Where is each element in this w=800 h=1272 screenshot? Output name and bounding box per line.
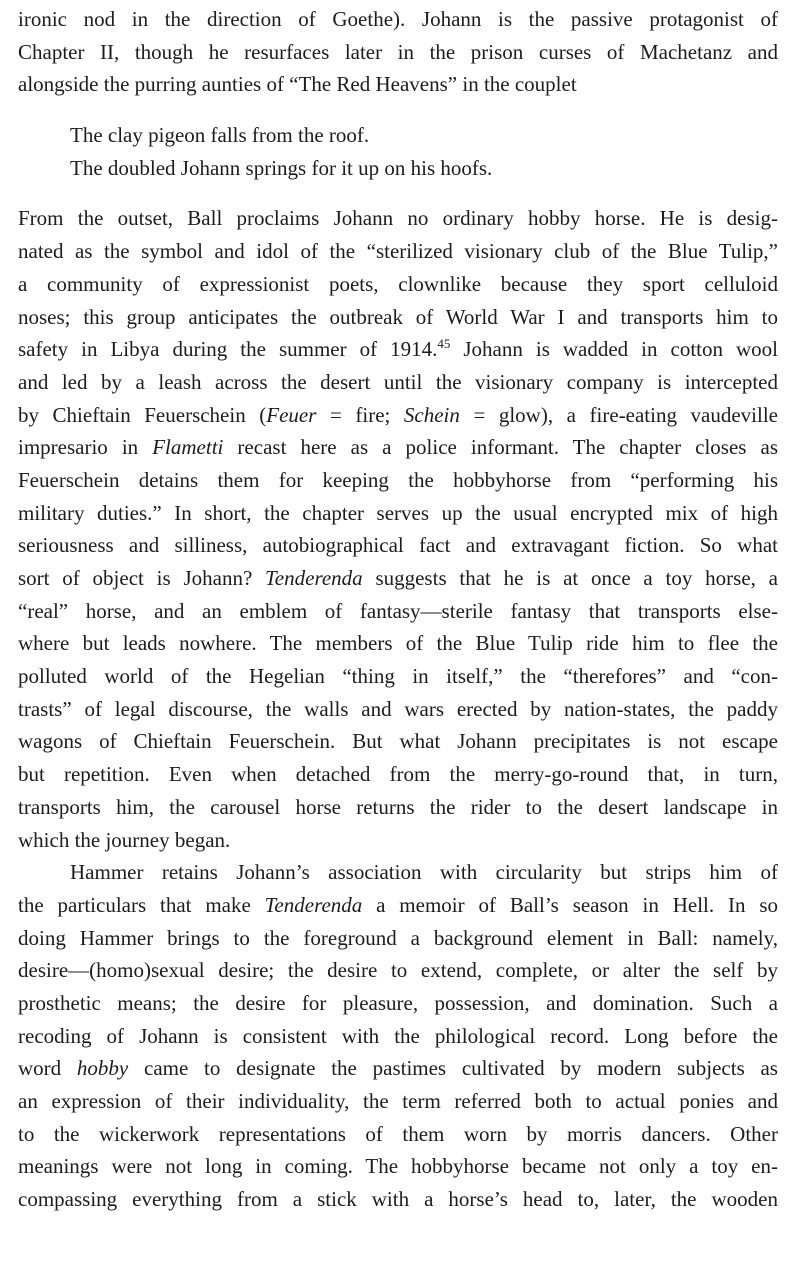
text-line: noses; this group anticipates the outbreak of World War I and transports him to (18, 304, 778, 329)
text-line: alongside the purring aunties of “The Red Heavens” in the couplet (18, 72, 577, 97)
text-line: “real” horse, and an emblem of fantasy—sterile fantasy that transports else- (18, 598, 778, 623)
text-segment: word (18, 1056, 77, 1081)
text-line: which the journey began. (18, 827, 231, 852)
text-line: seriousness and silliness, autobiographical fact and extravagant fiction. So what (18, 533, 778, 558)
text-line (18, 562, 778, 595)
paragraph-ball-johann (18, 202, 778, 856)
paragraph-hammer-johann (18, 856, 778, 1216)
text-segment: by Chieftain Feuerschein ( (18, 402, 267, 427)
text-segment: came to designate the pastimes cultivated by modern subjects as (128, 1056, 778, 1081)
text-segment: the particulars that make (18, 892, 265, 917)
text-line: desire—(homo)sexual desire; the desire to extend, complete, or alter the self by (18, 958, 778, 983)
text-segment: a memoir of Ball’s season in Hell. In so (362, 892, 778, 917)
italic-term: Feuer (266, 402, 317, 427)
text-line: transports him, the carousel horse returns the rider to the desert landscape in (18, 794, 778, 819)
footnote-marker: 45 (437, 336, 451, 352)
text-segment: = glow), a fire-eating vaudeville (459, 402, 778, 427)
text-segment: suggests that he is at once a toy horse, a (362, 566, 778, 590)
text-line: Chapter II, though he resurfaces later in the prison curses of Machetanz and (18, 39, 778, 64)
italic-term: Schein (403, 402, 460, 427)
text-line (18, 889, 778, 922)
text-line: an expression of their individuality, the term referred both to actual ponies and (18, 1089, 778, 1113)
text-line: meanings were not long in coming. The hobbyhorse became not only a toy en- (18, 1154, 778, 1179)
text-line (18, 333, 778, 366)
text-line: recoding of Johann is consistent with the philological record. Long before the (18, 1023, 778, 1048)
text-segment: recast here as a police informant. The chapter closes as (223, 435, 778, 460)
text-segment: sort of object is Johann? (18, 566, 266, 590)
opening-paragraph (18, 3, 778, 101)
couplet-line: The doubled Johann springs for it up on his hoofs. (70, 155, 493, 180)
text-line: ironic nod in the direction of Goethe). Johann is the passive protagonist of (18, 7, 778, 31)
text-line: prosthetic means; the desire for pleasure, possession, and domination. Such a (18, 990, 778, 1015)
italic-title: Flametti (152, 435, 224, 460)
text-line: nated as the symbol and idol of the “sterilized visionary club of the Blue Tulip,” (18, 239, 778, 264)
text-line: wagons of Chieftain Feuerschein. But what Johann precipitates is not escape (18, 729, 778, 754)
couplet-block (70, 119, 778, 184)
text-line: polluted world of the Hegelian “thing in itself,” the “therefores” and “con- (18, 664, 778, 689)
text-line: trasts” of legal discourse, the walls and wars erected by nation-states, the paddy (18, 696, 778, 721)
text-line: Hammer retains Johann’s association with circularity but strips him of (70, 860, 778, 885)
text-line: a community of expressionist poets, clownlike because they sport celluloid (18, 271, 778, 296)
text-line: From the outset, Ball proclaims Johann no ordinary hobby horse. He is desig- (18, 206, 778, 231)
text-segment: impresario in (18, 435, 153, 460)
text-segment: Johann is wadded in cotton wool (450, 337, 778, 362)
italic-term: hobby (76, 1056, 129, 1081)
text-line (18, 431, 778, 464)
text-line (18, 399, 778, 432)
text-line: where but leads nowhere. The members of the Blue Tulip ride him to flee the (18, 631, 778, 656)
couplet-line: The clay pigeon falls from the roof. (70, 123, 370, 148)
text-line: and led by a leash across the desert until the visionary company is intercepted (18, 369, 778, 394)
text-segment: safety in Libya during the summer of 1914. (18, 337, 438, 362)
text-segment: = fire; (316, 402, 404, 427)
text-line: to the wickerwork representations of them worn by morris dancers. Other (18, 1121, 778, 1146)
text-line: military duties.” In short, the chapter serves up the usual encrypted mix of high (18, 500, 778, 525)
text-line: doing Hammer brings to the foreground a background element in Ball: namely, (18, 925, 778, 950)
italic-title: Tenderenda (265, 566, 363, 590)
text-line: but repetition. Even when detached from the merry-go-round that, in turn, (18, 762, 778, 787)
text-line: compassing everything from a stick with a horse’s head to, later, the wooden (18, 1187, 778, 1212)
text-line: Feuerschein detains them for keeping the hobbyhorse from “performing his (18, 467, 778, 492)
italic-title: Tenderenda (264, 892, 363, 917)
text-line (18, 1052, 778, 1085)
